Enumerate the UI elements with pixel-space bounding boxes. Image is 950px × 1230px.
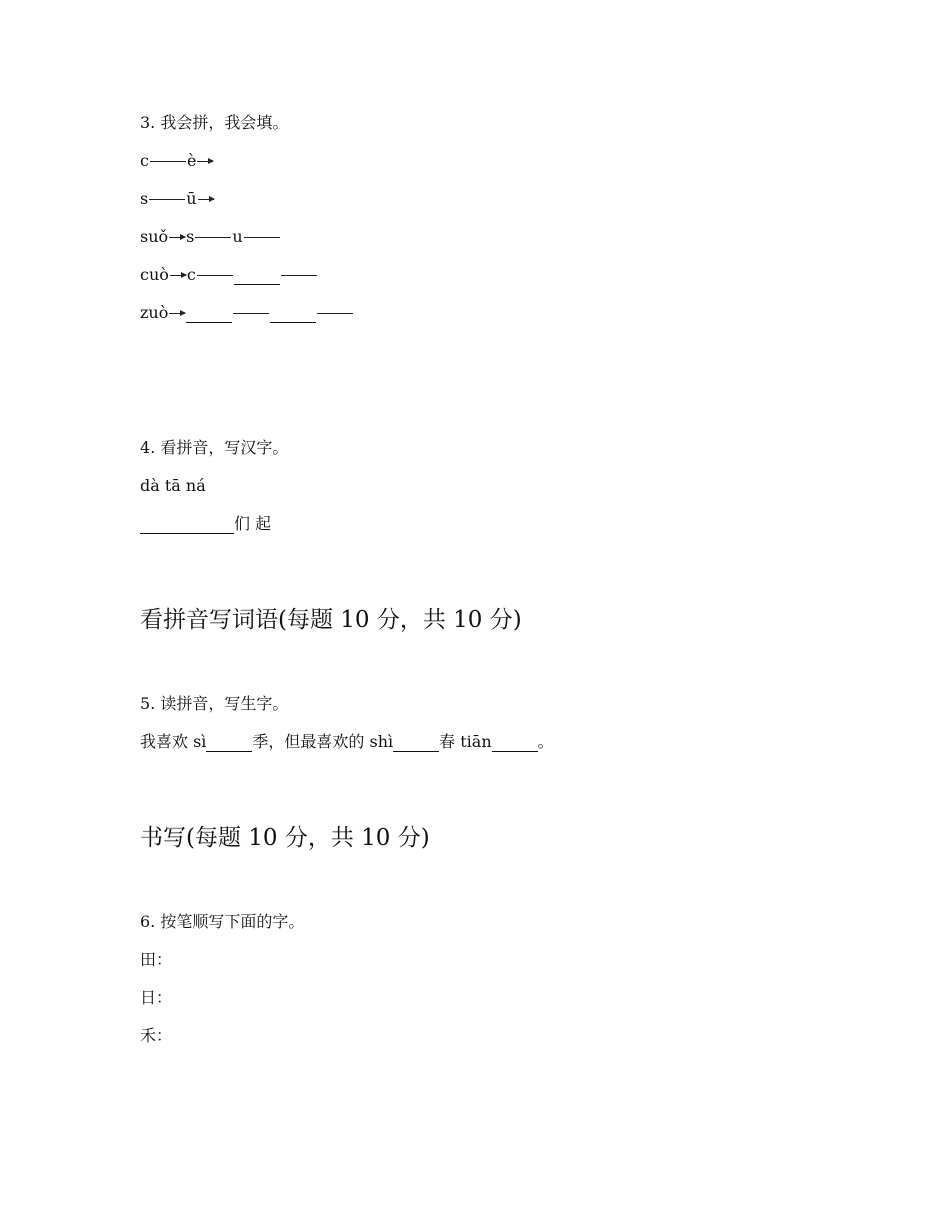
- q4-pinyin: dà tā ná: [140, 476, 206, 495]
- q3-row-3: [140, 227, 281, 247]
- q5-text-3: 春 tiān: [439, 732, 492, 751]
- q3-row-1-final: è: [186, 151, 197, 170]
- q3-row-3-medial: u: [232, 227, 243, 246]
- connector-dash: [233, 313, 269, 314]
- section-heading: 书写(每题 10 分，共 10 分): [140, 825, 430, 851]
- answer-blank[interactable]: [186, 304, 232, 323]
- q6-title: 6. 按笔顺写下面的字。: [140, 912, 305, 931]
- section-heading: 看拼音写词语(每题 10 分，共 10 分): [140, 607, 522, 633]
- q5-text-4: 。: [537, 732, 554, 751]
- q5-text-2: 季，但最喜欢的 shì: [252, 732, 394, 751]
- arrow-icon: [170, 275, 186, 276]
- connector-dash: [244, 237, 280, 238]
- q3-row-3-initial: s: [186, 227, 195, 246]
- q6-item-2: 日：: [140, 988, 173, 1007]
- q4-chars: 们 起: [234, 514, 272, 533]
- connector-dash: [197, 275, 233, 276]
- arrow-icon: [198, 199, 214, 200]
- q6-item-1: 田：: [140, 950, 173, 969]
- q3-row-5-syllable: zuò: [140, 303, 169, 322]
- answer-blank[interactable]: [492, 733, 538, 752]
- connector-dash: [317, 313, 353, 314]
- q4-answer-row: [140, 514, 271, 534]
- connector-dash: [281, 275, 317, 276]
- q3-title: 3. 我会拼，我会填。: [140, 113, 289, 132]
- arrow-icon: [169, 313, 185, 314]
- q5-sentence: [140, 732, 554, 752]
- answer-blank[interactable]: [270, 304, 316, 323]
- arrow-icon: [197, 161, 213, 162]
- q3-row-1: [140, 151, 214, 171]
- q3-row-2-initial: s: [140, 189, 149, 208]
- answer-blank[interactable]: [140, 515, 234, 534]
- q3-row-1-initial: c: [140, 151, 149, 170]
- q3-row-4: [140, 265, 318, 285]
- q5-title: 5. 读拼音，写生字。: [140, 694, 289, 713]
- q3-row-2-final: ū: [186, 189, 197, 208]
- answer-blank[interactable]: [234, 266, 280, 285]
- connector-dash: [195, 237, 231, 238]
- q5-text-1: 我喜欢 sì: [140, 732, 207, 751]
- connector-dash: [150, 161, 186, 162]
- arrow-icon: [169, 237, 185, 238]
- q6-item-3: 禾：: [140, 1026, 173, 1045]
- q3-row-4-initial: c: [186, 265, 196, 284]
- connector-dash: [149, 199, 185, 200]
- q3-row-5: [140, 303, 354, 323]
- answer-blank[interactable]: [393, 733, 439, 752]
- q3-row-2: [140, 189, 215, 209]
- q4-title: 4. 看拼音，写汉字。: [140, 438, 289, 457]
- q3-row-3-syllable: suǒ: [140, 227, 169, 246]
- answer-blank[interactable]: [206, 733, 252, 752]
- q3-row-4-syllable: cuò: [140, 265, 169, 284]
